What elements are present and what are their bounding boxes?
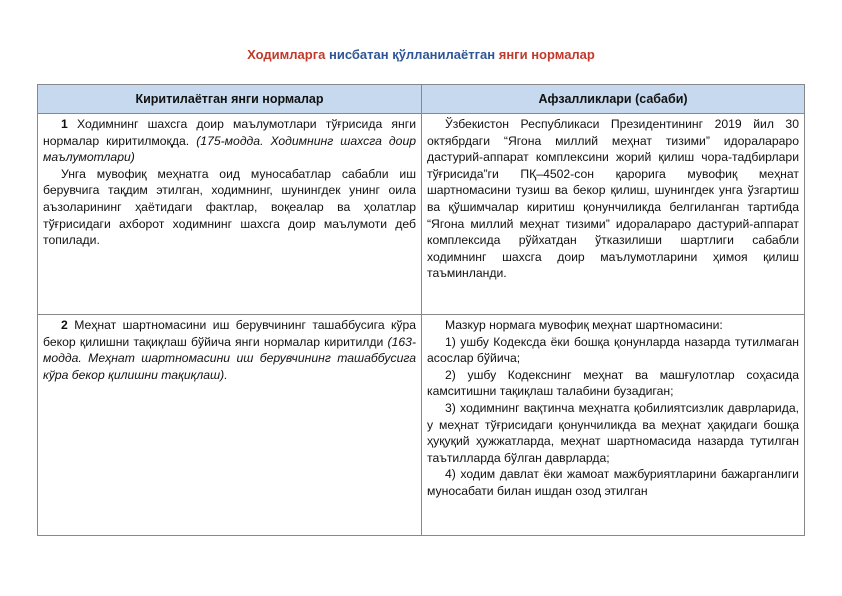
row-1-left-cell [38, 114, 422, 315]
title-part-3: янги нормалар [498, 47, 595, 62]
norms-table [37, 84, 805, 536]
row-number: 2 [61, 318, 68, 332]
row-2-right-para-2: 1) ушбу Кодексда ёки бошқа қонунларда назарда тутилмаган асослар бўйича; [427, 334, 799, 366]
table-row [38, 315, 805, 536]
row-1-left-para-1 [43, 116, 416, 166]
row-1-article-ref: (175-модда. Ходимнинг шахсга доир маълумотлари) [43, 133, 416, 165]
table-row [38, 114, 805, 315]
row-2-left-para-1 [43, 317, 416, 383]
row-2-right-para-5: 4) ходим давлат ёки жамоат мажбуриятларини бажарганлиги муносабати билан ишдан озод этилган [427, 467, 799, 498]
row-1-norm-text: Ходимнинг шахсга доир маълумотлари тўғрисида янги нормалар киритилмоқда. [43, 117, 416, 148]
row-1-left-para-2: Унга мувофиқ меҳнатга оид муносабатлар сабабли иш берувчига тақдим этилган, ходимнинг, шунингдек унинг оила аъзоларининг ҳаётидаги фактлар, воқеалар ва ҳолатлар тўғрисидаги ахборот ходимнинг шахсга доир маълумоти деб топилади. [43, 166, 416, 248]
row-2-right-para-4: 3) ходимнинг вақтинча меҳнатга қобилиятсизлик даврларида, у меҳнат тўғрисидаги қонунчиликда ва меҳнат ҳақидаги бошқа ҳуқуқий ҳужжатларда, меҳнат шартномасида назарда тутилган таътилларда бўлган даврларда; [427, 400, 799, 465]
header-advantages: Афзалликлари (сабаби) [422, 85, 805, 114]
row-2-norm-text: Меҳнат шартномасини иш берувчининг ташаббусига кўра бекор қилишни тақиқлаш бўйича янги нормалар киритилди [43, 318, 416, 349]
row-1-right-cell [422, 114, 805, 315]
row-2-left-cell [38, 315, 422, 536]
row-1-right-para-1: Ўзбекистон Республикаси Президентининг 2019 йил 30 октябрдаги “Ягона миллий меҳнат тизими” идоралараро дастурий-аппарат комплексини жорий қилиш чора-тадбирлари тўғрисида”ги ПҚ–4502-сон қарорига мувофиқ меҳнат шартномасини тузиш ва бекор қилиш, шунингдек унга ўзгартиш ва қўшимчалар киритиш қонунчиликда белгиланган тартибда “Ягона миллий меҳнат тизими” идоралараро дастурий-аппарат комплексида рўйхатдан ўтказилиши шартлиги сабабли ходимнинг шахсга доир маълумотларини ҳимоя қилиш таъминланди. [427, 117, 799, 281]
row-2-right-cell [422, 315, 805, 536]
document-title [0, 47, 842, 62]
row-2-right-para-3: 2) ушбу Кодекснинг меҳнат ва машғулотлар соҳасида камситишни тақиқлаш талабини бузадиган; [427, 367, 799, 399]
row-number: 1 [61, 117, 68, 131]
title-part-1: Ходимларга [247, 47, 326, 62]
row-2-right-para-1: Мазкур нормага мувофиқ меҳнат шартномасини: [445, 318, 723, 332]
table-header-row [38, 85, 805, 114]
title-part-2: нисбатан қўлланилаётган [328, 47, 496, 62]
row-2-article-ref: (163-модда. Меҳнат шартномасини иш берувчининг ташаббусига кўра бекор қилишни тақиқлаш). [43, 334, 416, 382]
header-new-norms: Киритилаётган янги нормалар [38, 85, 422, 114]
